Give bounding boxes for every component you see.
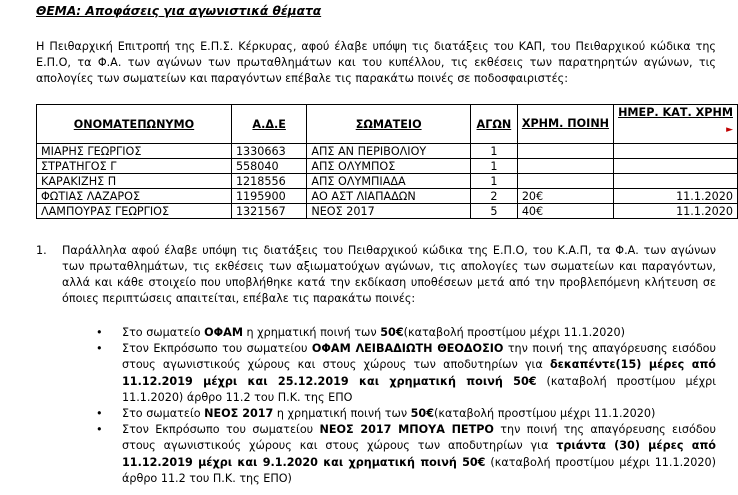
- penalty-list: [96, 325, 716, 487]
- col-header-date-label: ΗΜΕΡ. ΚΑΤ. ΧΡΗΜ: [618, 107, 733, 119]
- cell-fine: 40€: [517, 204, 613, 219]
- cell-ade: 1321567: [231, 204, 306, 219]
- text-run: (καταβολή προστίμου μέχρι 11.1.2020): [434, 407, 656, 421]
- bullet-icon: •: [96, 423, 103, 437]
- cell-club: ΑΠΣ ΟΛΥΜΠΙΑΔΑ: [307, 174, 471, 189]
- cell-club: ΑΟ ΑΣΤ ΛΙΑΠΑΔΩΝ: [307, 189, 471, 204]
- cell-agon: 1: [470, 159, 517, 174]
- cell-name: ΜΙΑΡΗΣ ΓΕΩΡΓΙΟΣ: [37, 144, 232, 159]
- cell-club: ΑΠΣ ΑΝ ΠΕΡΙΒΟΛΙΟΥ: [307, 144, 471, 159]
- text-run: (καταβολή προστίμου μέχρι 11.1.2020) άρθρο 11.2 του Π.Κ. της ΕΠΟ: [122, 374, 716, 404]
- cell-ade: 558040: [231, 159, 306, 174]
- cell-fine: 20€: [517, 189, 613, 204]
- text-bold: ΟΦΑΜ: [204, 326, 243, 339]
- cell-agon: 1: [470, 144, 517, 159]
- table-row: [37, 204, 738, 219]
- cell-date: [614, 174, 738, 189]
- cell-ade: 1195900: [231, 189, 306, 204]
- text-bold: δεκαπέντε(15) μέρες από 11.12.2019 μέχρι και 25.12.2019 και χρηματική ποινή 50€: [122, 358, 716, 388]
- col-header-agon: ΑΓΩΝ: [470, 105, 517, 144]
- col-header-name: ΟΝΟΜΑΤΕΠΩΝΥΜΟ: [37, 105, 232, 144]
- cell-club: ΝΕΟΣ 2017: [307, 204, 471, 219]
- cell-date: [614, 144, 738, 159]
- table-row: [37, 174, 738, 189]
- text-bold: ΝΕΟΣ 2017: [204, 407, 274, 421]
- intro-paragraph: Η Πειθαρχική Επιτροπή της Ε.Π.Σ. Κέρκυρας, αφού έλαβε υπόψη τις διατάξεις του ΚΑΠ, του Πειθαρχικού κώδικα της Ε.Π.Ο, τα Φ.Α. των αγώνων των πρωταθλημάτων και του κυπέλλου, τις εκθέσεις των παρατηρητών αγώνων, τις απολογίες των σωματείων και παραγόντων επέβαλε τις παρακάτω ποινές σε ποδοσφαιριστές:: [36, 40, 716, 85]
- bullet-icon: •: [96, 326, 103, 339]
- text-run: την ποινή της απαγόρευσης εισόδου στους αγωνιστικούς χώρους και στους χώρους των αποδυτηρίων για: [122, 342, 716, 372]
- text-bold: ΝΕΟΣ 2017 ΜΠΟΥΑ ΠΕΤΡΟ: [319, 423, 494, 437]
- col-header-club: ΣΩΜΑΤΕΙΟ: [307, 105, 471, 144]
- cell-fine: [517, 159, 613, 174]
- cell-agon: 1: [470, 174, 517, 189]
- numbered-paragraph: [36, 243, 716, 307]
- table-row: [37, 144, 738, 159]
- text-run: η χρηματική ποινή των: [242, 326, 381, 339]
- text-bold: 50€: [410, 407, 434, 421]
- table-row: [37, 189, 738, 204]
- text-run: (καταβολή προστίμου μέχρι 11.1.2020) άρθρο 11.2 του Π.Κ. της ΕΠΟ): [122, 455, 716, 485]
- cell-date: [614, 159, 738, 174]
- cell-name: ΣΤΡΑΤΗΓΟΣ Γ: [37, 159, 232, 174]
- bullet-icon: •: [96, 407, 103, 421]
- cell-date: 11.1.2020: [614, 204, 738, 219]
- cell-name: ΦΩΤΙΑΣ ΛΑΖΑΡΟΣ: [37, 189, 232, 204]
- text-run: (καταβολή προστίμου μέχρι 11.1.2020): [403, 326, 625, 339]
- col-header-date: [614, 105, 738, 144]
- text-bold: ΟΦΑΜ ΛΕΙΒΑΔΙΩΤΗ ΘΕΟΔΟΣΙΟ: [311, 342, 504, 356]
- text-run: την ποινή της απαγόρευσης εισόδου στους αγωνιστικούς χώρους και στους χώρους των αποδυτηρίων για: [122, 423, 716, 453]
- text-run: Στον Εκπρόσωπο του σωματείου: [122, 342, 312, 356]
- document-title: ΘΕΜΑ: Αποφάσεις για αγωνιστικά θέματα: [36, 4, 322, 18]
- cell-fine: [517, 174, 613, 189]
- col-header-ade: Α.Δ.Ε: [231, 105, 306, 144]
- cell-ade: 1218556: [231, 174, 306, 189]
- text-run: η χρηματική ποινή των: [273, 407, 411, 421]
- list-item: [96, 325, 716, 341]
- list-item: [96, 341, 716, 406]
- text-bold: 50€: [380, 326, 404, 339]
- bullet-icon: •: [96, 342, 103, 356]
- text-run: Στον Εκπρόσωπο του σωματείου: [122, 423, 320, 437]
- cell-fine: [517, 144, 613, 159]
- text-run: Στο σωματείο: [122, 326, 205, 339]
- cell-ade: 1330663: [231, 144, 306, 159]
- list-number: 1.: [36, 244, 47, 257]
- penalties-table: [36, 104, 738, 219]
- text-bold: τριάντα (30) μέρες από 11.12.2019 μέχρι και 9.1.2020 και χρηματική ποινή 50€: [122, 439, 716, 469]
- table-header-row: [37, 105, 738, 144]
- column-marker-icon: ►: [726, 125, 733, 135]
- numbered-paragraph-text: Παράλληλα αφού έλαβε υπόψη τις διατάξεις του Πειθαρχικού κώδικα της Ε.Π.Ο, του Κ.Α.Π, τα Φ.Α. των αγώνων των πρωταθλημάτων, τις εκθέσεις των αξιωματούχων αγώνων, τις απολογίες των σωματείων και παραγόντων, αλλά και κάθε στοιχείο που υποβλήθηκε κατά την εκδίκαση υποθέσεων μετά από την προβλεπόμενη κλήτευση σε όποιες περιπτώσεις απαιτείται, επέβαλε τις παρακάτω ποινές:: [62, 244, 716, 305]
- cell-club: ΑΠΣ ΟΛΥΜΠΟΣ: [307, 159, 471, 174]
- list-item: [96, 406, 716, 422]
- list-item: [96, 422, 716, 487]
- table-row: [37, 159, 738, 174]
- text-run: Στο σωματείο: [122, 407, 205, 421]
- cell-name: ΛΑΜΠΟΥΡΑΣ ΓΕΩΡΓΙΟΣ: [37, 204, 232, 219]
- cell-date: 11.1.2020: [614, 189, 738, 204]
- cell-agon: 5: [470, 204, 517, 219]
- cell-name: ΚΑΡΑΚΙΖΗΣ Π: [37, 174, 232, 189]
- cell-agon: 2: [470, 189, 517, 204]
- col-header-fine: ΧΡΗΜ. ΠΟΙΝΗ: [517, 105, 613, 144]
